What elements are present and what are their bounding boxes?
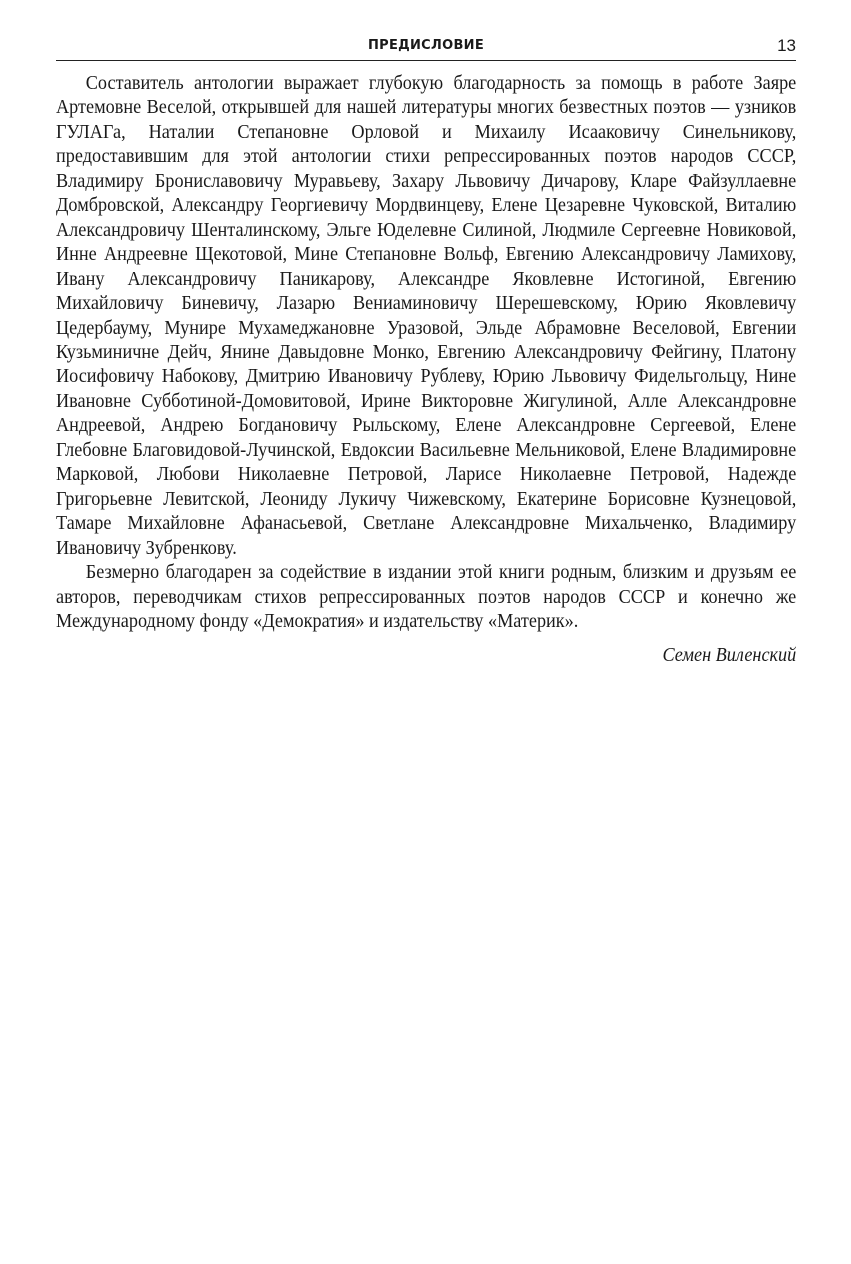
book-page xyxy=(56,36,796,669)
section-title: ПРЕДИСЛОВИЕ xyxy=(367,38,485,53)
body-text xyxy=(56,72,796,669)
running-header xyxy=(56,36,796,61)
author-signature: Семен Виленский xyxy=(662,645,797,667)
page-number: 13 xyxy=(777,36,796,55)
paragraph-gratitude: Безмерно благодарен за содействие в издании этой книги родным, близким и друзьям ее авторов, переводчикам стихов репрессированных поэтов народов СССР и конечно же Международному фонду «Демократия» и издательству «Материк». xyxy=(56,562,797,632)
paragraph-acknowledgements: Составитель антологии выражает глубокую благодарность за помощь в работе Заяре Артемовне Веселой, открывшей для нашей литературы многих безвестных поэтов — узников ГУЛАГа, Наталии Степановне Орловой и Михаилу Исааковичу Синельникову, предоставившим для этой антологии стихи репрессированных поэтов народов СССР, Владимиру Брониславовичу Муравьеву, Захару Львовичу Дичарову, Кларе Файзуллаевне Домбровской, Александру Георгиевичу Мордвинцеву, Елене Цезаревне Чуковской, Виталию Александровичу Шенталинскому, Эльге Юделевне Силиной, Людмиле Сергеевне Новиковой, Инне Андреевне Щекотовой, Мине Степановне Вольф, Евгению Александровичу Ламихову, Ивану Александровичу Паникарову, Александре Яковлевне Истогиной, Евгению Михайловичу Биневичу, Лазарю Вениаминовичу Шерешевскому, Юрию Яковлевичу Цедербауму, Мунире Мухамеджановне Уразовой, Эльде Абрамовне Веселовой, Евгении Кузьминичне Дейч, Янине Давыдовне Монко, Евгению Александровичу Фейгину, Платону Иосифовичу Набокову, Дмитрию Ивановичу Рублеву, Юрию Львовичу Фидельгольцу, Нине Ивановне Субботиной-Домовитовой, Ирине Викторовне Жигулиной, Алле Александровне Андреевой, Андрею Богдановичу Рыльскому, Елене Александровне Сергеевой, Елене Глебовне Благовидовой-Лучинской, Евдоксии Васильевне Мельниковой, Елене Владимировне Марковой, Любови Николаевне Петровой, Ларисе Николаевне Петровой, Надежде Григорьевне Левитской, Леониду Лукичу Чижевскому, Екатерине Борисовне Кузнецовой, Тамаре Михайловне Афанасьевой, Светлане Александровне Михальченко, Владимиру Ивановичу Зубренкову. xyxy=(56,73,797,559)
